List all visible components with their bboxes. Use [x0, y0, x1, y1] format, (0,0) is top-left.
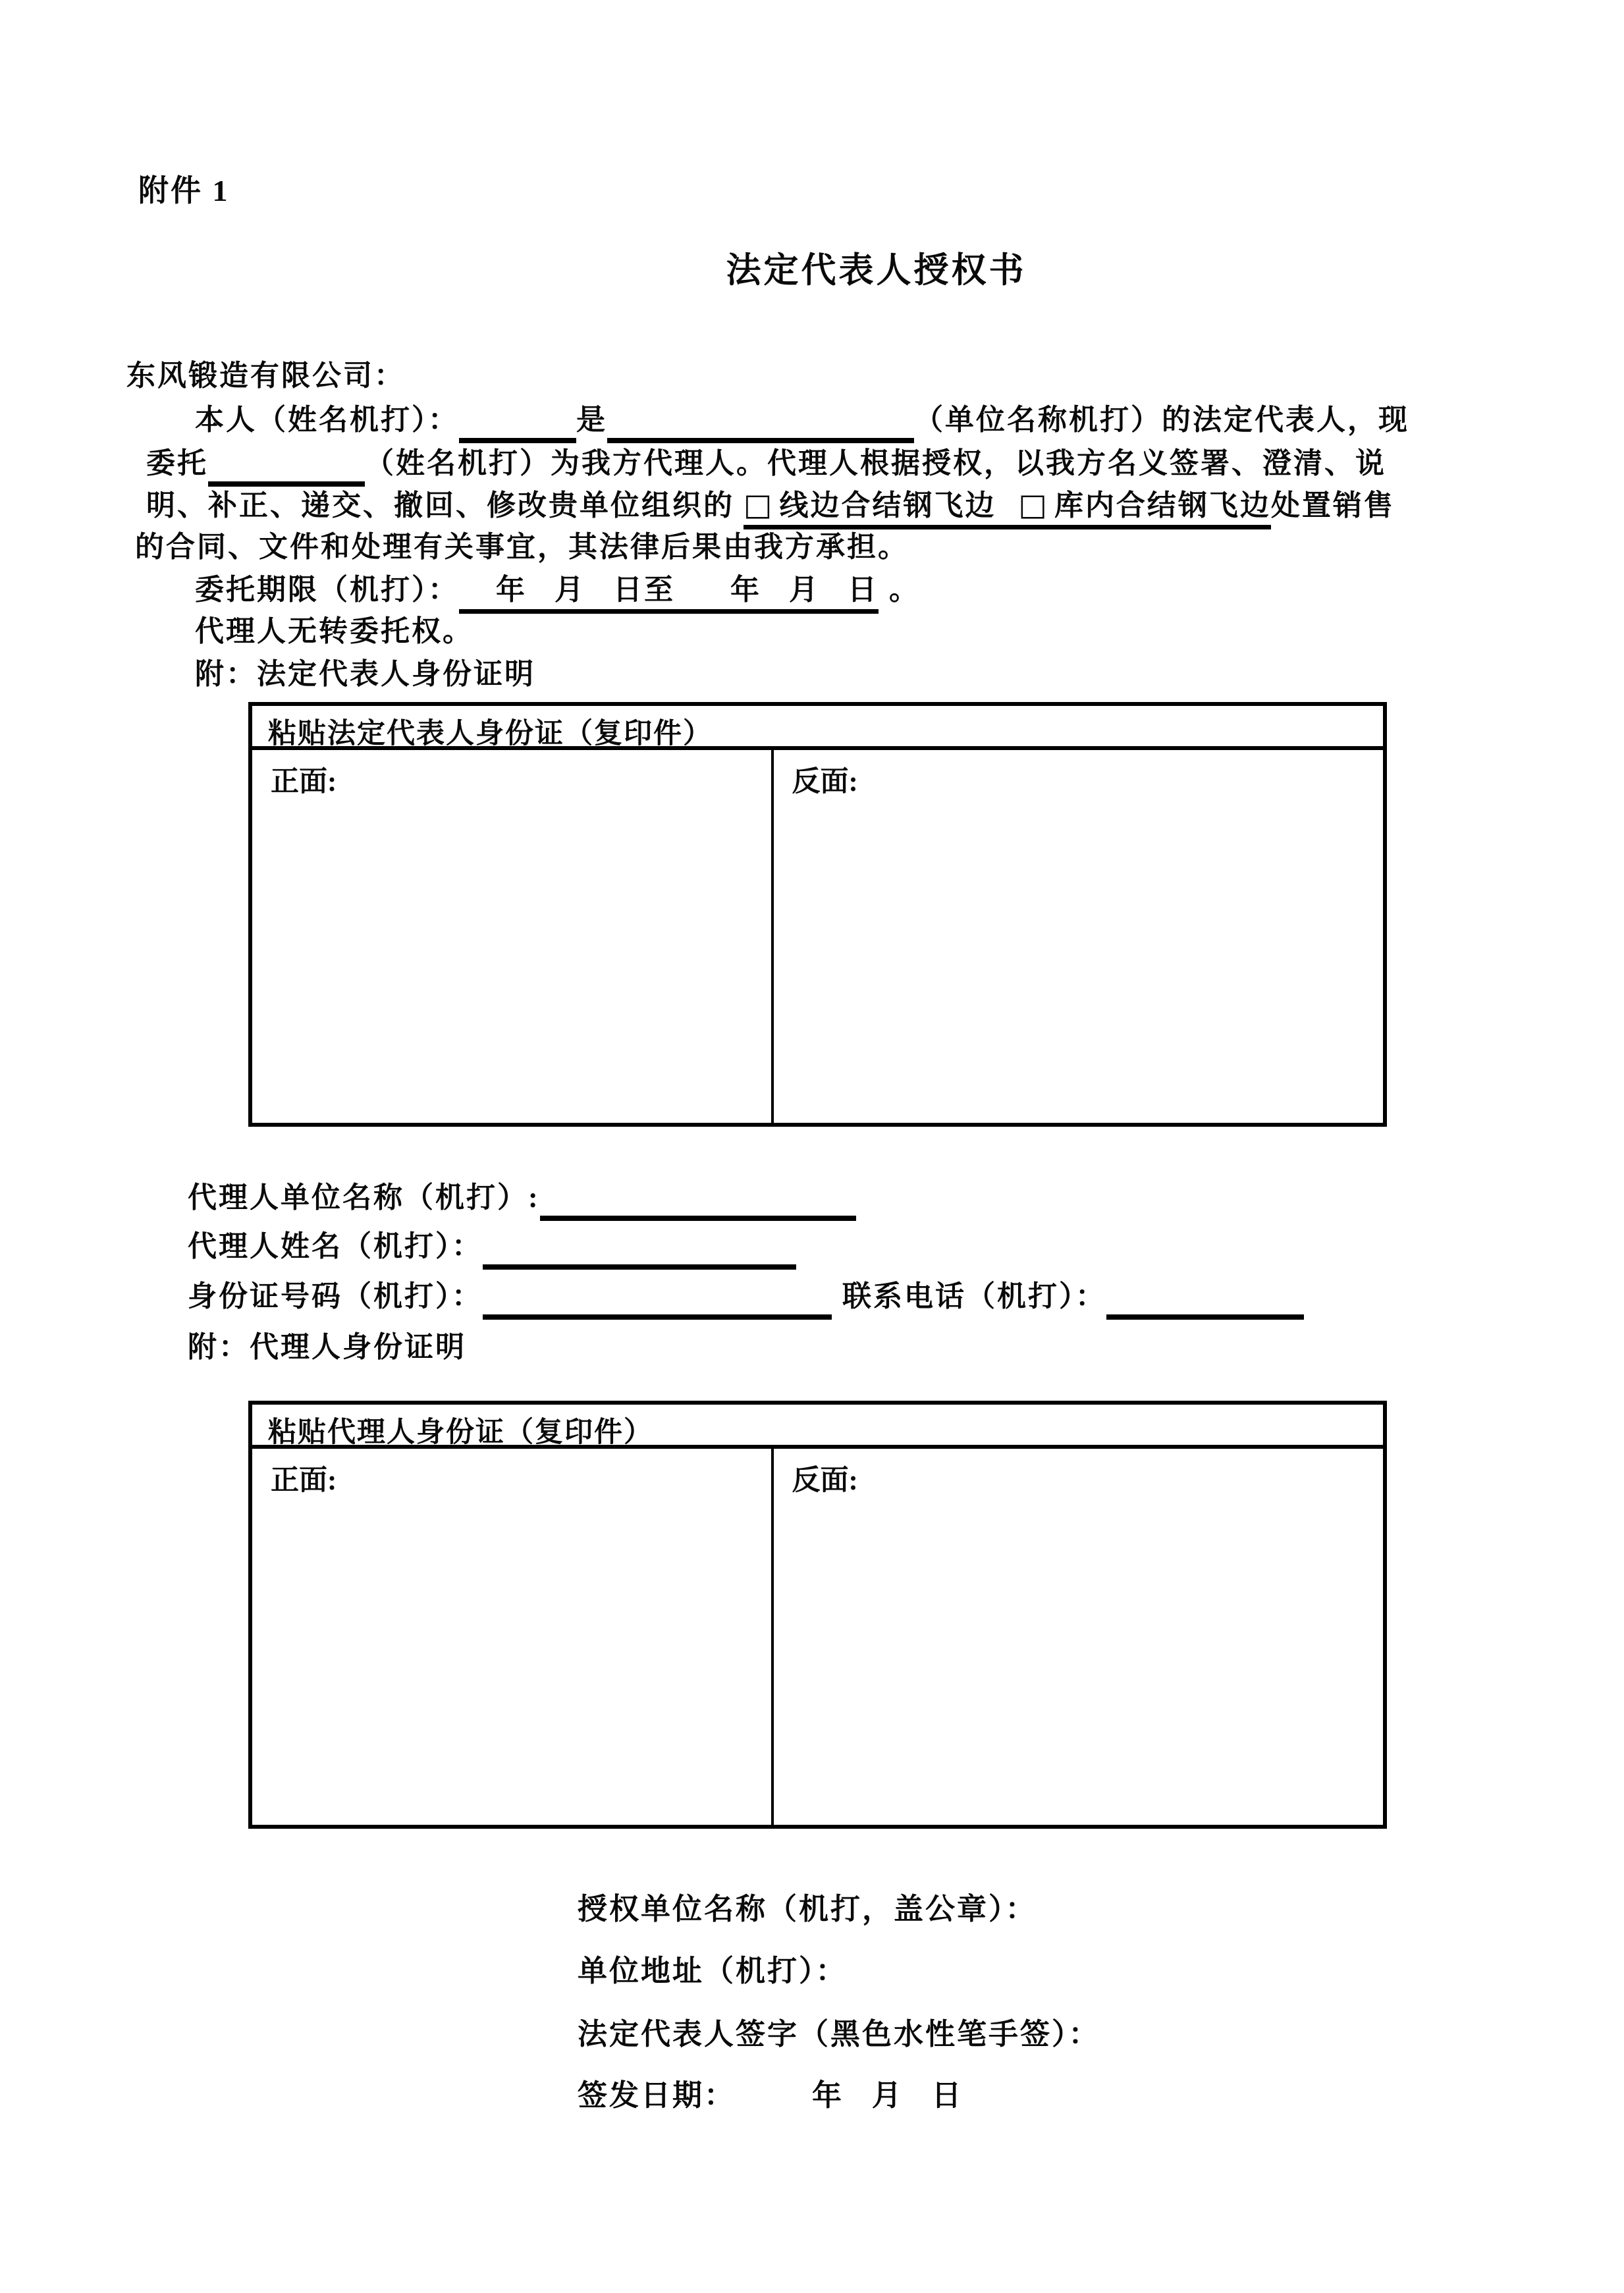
- checkbox-line-edge-flash-icon: □: [744, 487, 774, 522]
- agent-id-box-header: 粘贴代理人身份证（复印件）: [252, 1405, 1383, 1449]
- entrust-term-line: [195, 573, 920, 608]
- agent-id-box: [248, 1401, 1387, 1829]
- agent-company-line: [188, 1177, 856, 1216]
- term-period: 。: [889, 574, 920, 606]
- line2-suffix: （姓名机打）为我方代理人。代理人根据授权，以我方名义签署、澄清、说: [365, 447, 1386, 480]
- legal-rep-id-box-header: 粘贴法定代表人身份证（复印件）: [252, 706, 1383, 750]
- checkbox-warehouse-flash-icon: □: [1018, 487, 1049, 522]
- line1-label: 本人（姓名机打）：: [195, 404, 459, 437]
- agent-phone-label: 联系电话（机打）：: [842, 1280, 1106, 1313]
- legal-rep-id-box: [248, 702, 1387, 1127]
- blank-agent-id-number: [483, 1281, 832, 1320]
- authorizing-company-label: 授权单位名称（机打，盖公章）：: [578, 1893, 1037, 1926]
- body-line-4: 的合同、文件和处理有关事宜，其法律后果由我方承担。: [135, 531, 909, 563]
- body-line-2: [146, 443, 1386, 481]
- page-title: 法定代表人授权书: [726, 252, 1027, 290]
- line3-prefix: 明、补正、递交、撤回、修改贵单位组织的: [146, 489, 734, 522]
- blank-agent-name-field: [483, 1231, 796, 1270]
- legal-rep-id-box-body: [252, 750, 1383, 1123]
- line2-prefix: 委托: [146, 447, 208, 480]
- legal-rep-id-back-label: 反面:: [792, 767, 858, 797]
- blank-agent-company: [540, 1183, 856, 1221]
- body-line-3: [146, 487, 1395, 524]
- agent-id-box-body: [252, 1449, 1383, 1825]
- salutation: 东风锻造有限公司：: [126, 360, 405, 392]
- blank-agent-name: [208, 448, 365, 487]
- issue-date-blank: 年 月 日: [812, 2079, 963, 2112]
- option-warehouse-flash: 库内合结钢飞边: [1054, 489, 1271, 522]
- agent-name-line: [188, 1226, 796, 1264]
- underlined-options: [744, 489, 1271, 529]
- blank-legal-rep-name: [459, 405, 576, 443]
- agent-name-label: 代理人姓名（机打）：: [188, 1230, 483, 1263]
- issue-date-line: [578, 2078, 963, 2113]
- line1-verb: 是: [576, 404, 607, 437]
- legal-rep-id-front-cell: [252, 750, 774, 1123]
- term-date-blank: 年 月 日至 年 月 日: [459, 574, 879, 614]
- agent-id-front-cell: [252, 1449, 774, 1825]
- legal-rep-signature-label: 法定代表人签字（黑色水性笔手签）：: [578, 2018, 1100, 2051]
- agent-id-back-cell: [774, 1449, 1383, 1825]
- agent-id-front-label: 正面:: [271, 1465, 337, 1496]
- line3-suffix: 处置销售: [1270, 489, 1395, 522]
- agent-id-back-label: 反面:: [792, 1465, 858, 1496]
- agent-id-label: 身份证号码（机打）：: [188, 1280, 483, 1313]
- blank-company-name: [607, 405, 914, 443]
- company-address-label: 单位地址（机打）：: [578, 1955, 848, 1987]
- attachment-note-legal-rep: 附：法定代表人身份证明: [195, 658, 535, 690]
- term-label: 委托期限（机打）：: [195, 574, 459, 606]
- legal-rep-id-front-label: 正面:: [271, 767, 337, 797]
- body-line-1: [195, 400, 1409, 438]
- option-line-edge-flash: 线边合结钢飞边: [779, 489, 996, 522]
- blank-agent-phone: [1106, 1281, 1304, 1320]
- attachment-note-agent: 附：代理人身份证明: [188, 1331, 466, 1363]
- no-subdelegate-line: 代理人无转委托权。: [195, 615, 474, 647]
- issue-date-label: 签发日期：: [578, 2079, 736, 2112]
- attachment-label: 附件 1: [138, 174, 230, 207]
- agent-id-phone-line: [188, 1276, 1304, 1314]
- agent-company-label: 代理人单位名称（机打）:: [188, 1181, 540, 1214]
- legal-rep-id-back-cell: [774, 750, 1383, 1123]
- line1-suffix: （单位名称机打）的法定代表人，现: [914, 404, 1409, 437]
